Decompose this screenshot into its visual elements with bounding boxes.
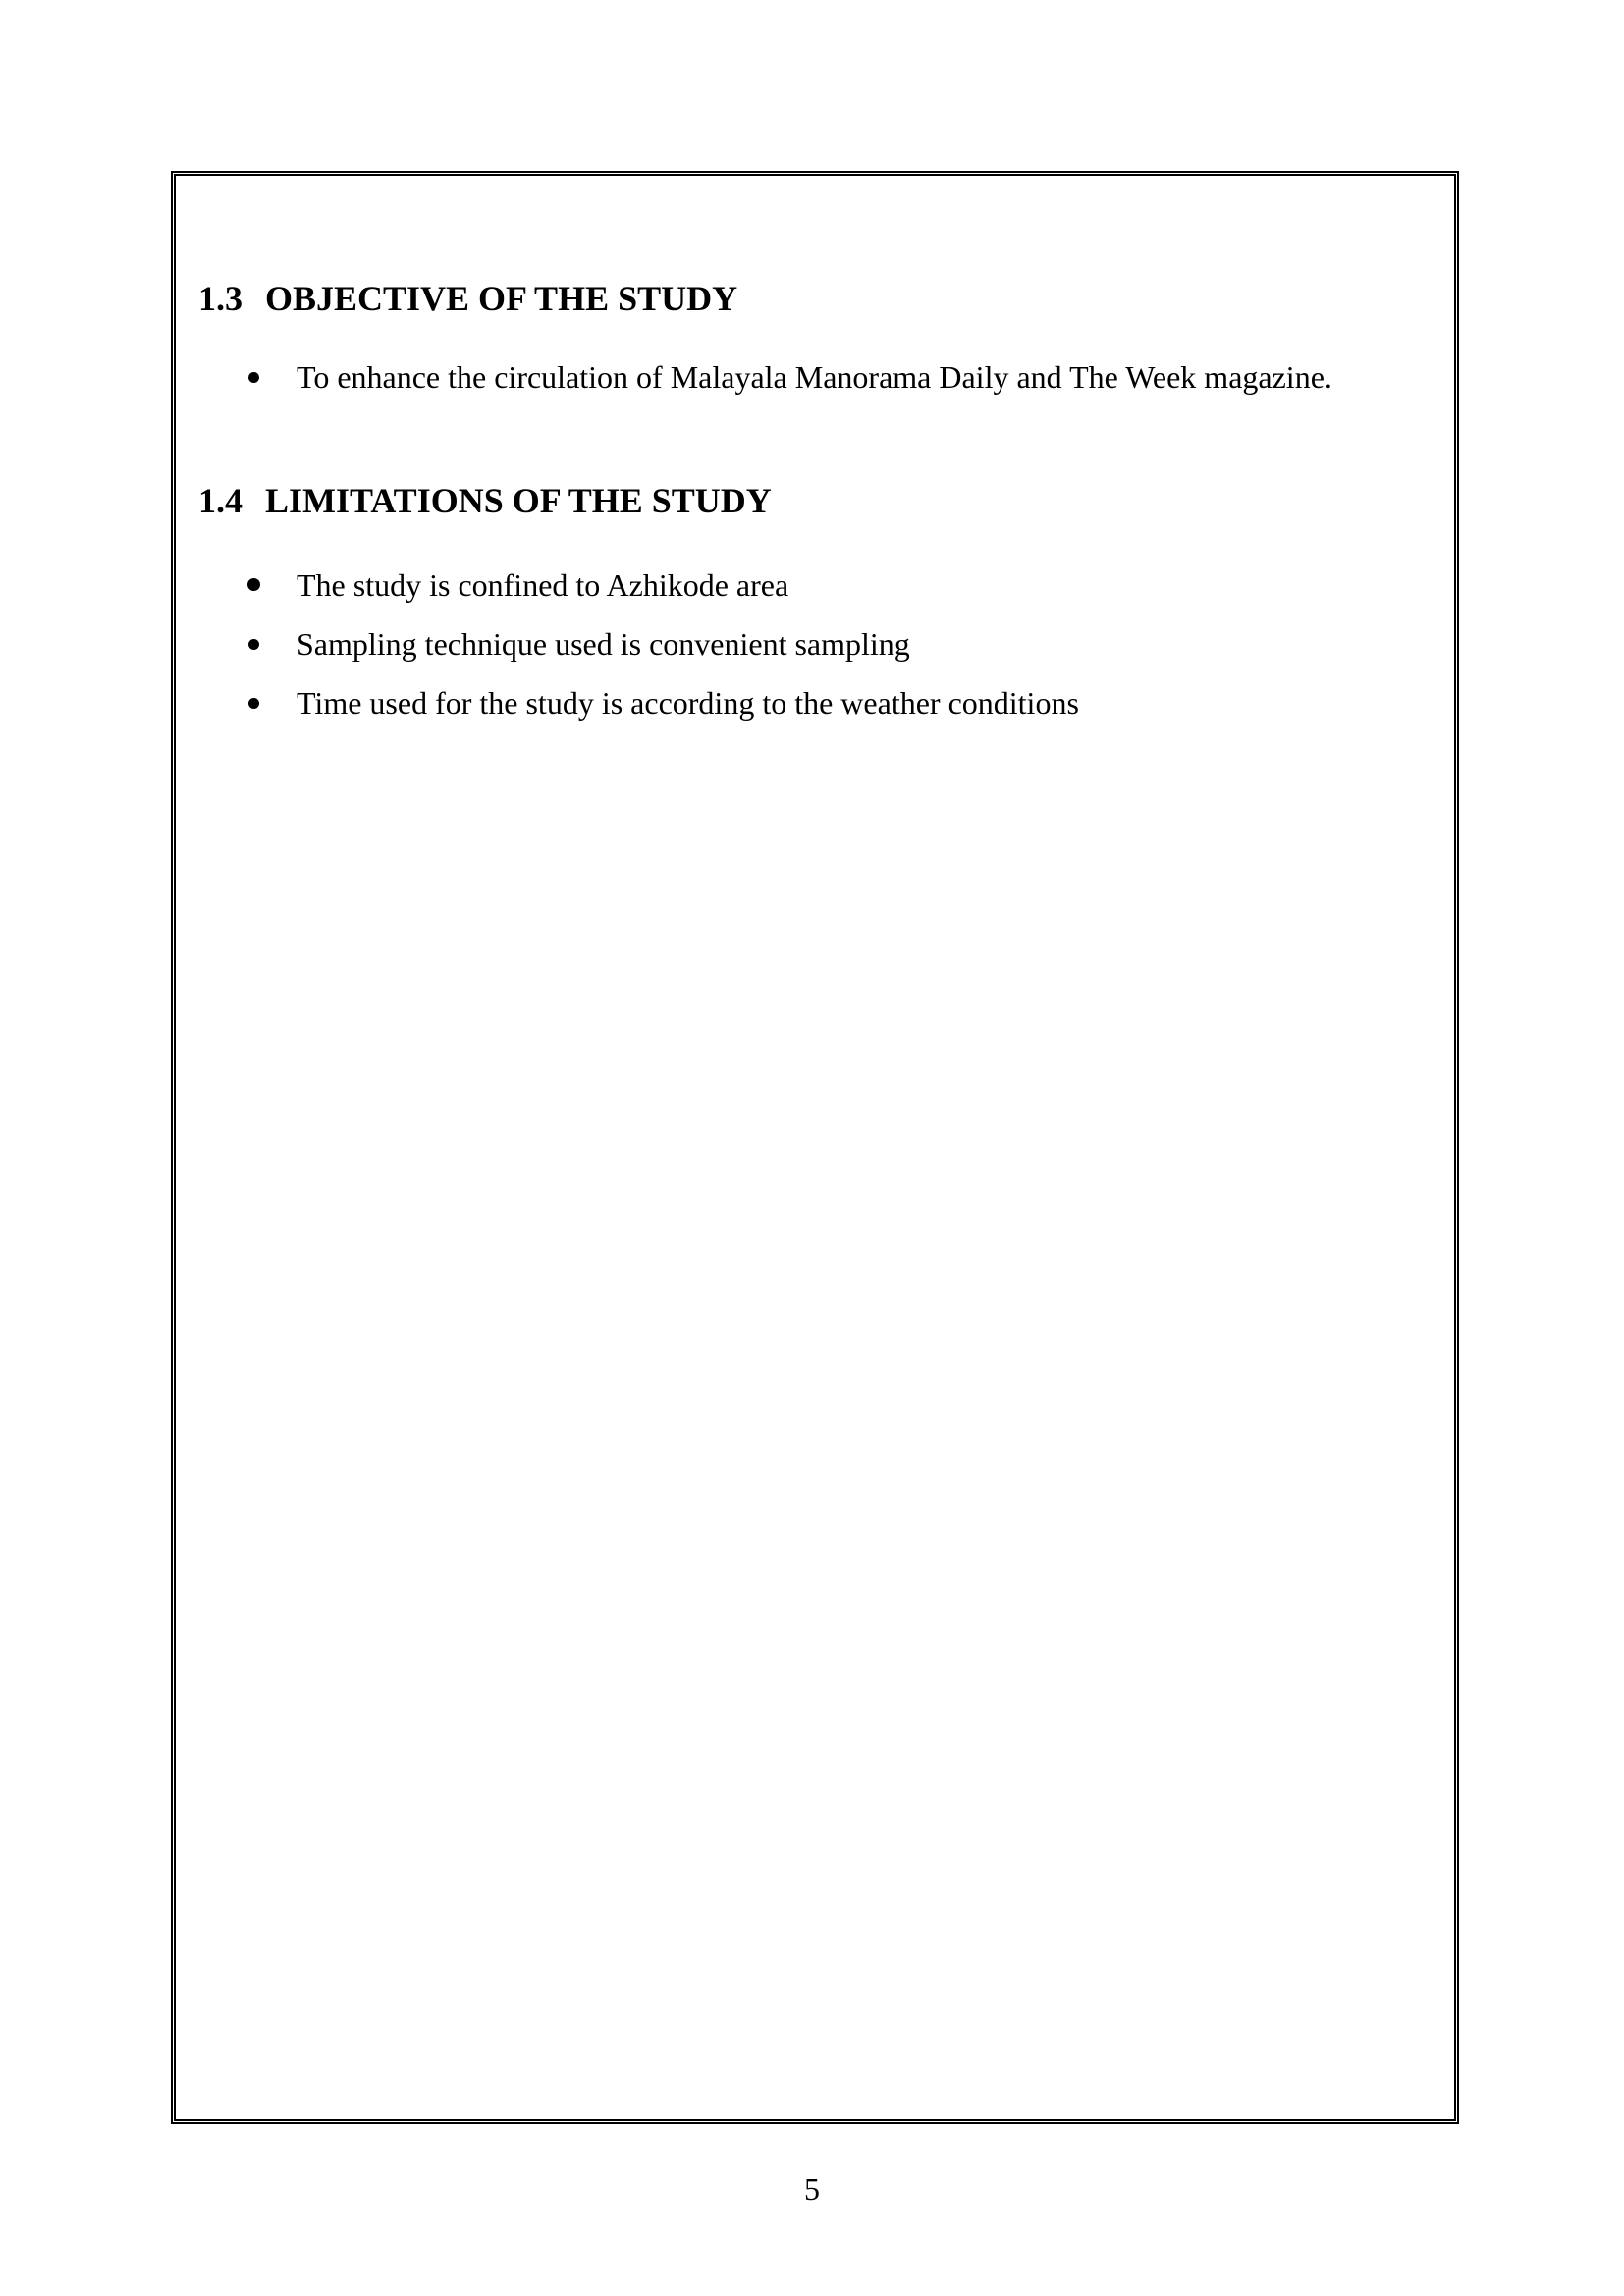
list-item-text: The study is confined to Azhikode area bbox=[297, 567, 789, 603]
section-number: 1.4 bbox=[198, 481, 243, 520]
objective-list bbox=[245, 361, 1332, 393]
list-item bbox=[245, 361, 1332, 393]
page-border bbox=[171, 171, 1459, 2124]
bullet-icon bbox=[248, 698, 259, 709]
list-item bbox=[245, 687, 1079, 719]
list-item-text: Time used for the study is according to the weather conditions bbox=[297, 685, 1079, 721]
list-item-text: To enhance the circulation of Malayala Manorama Daily and The Week magazine. bbox=[297, 359, 1332, 395]
page-number: 5 bbox=[804, 2171, 820, 2207]
section-title: LIMITATIONS OF THE STUDY bbox=[265, 481, 772, 520]
list-item-text: Sampling technique used is convenient sampling bbox=[297, 626, 910, 662]
list-item bbox=[245, 628, 1079, 660]
limitations-list bbox=[245, 569, 1079, 719]
section-heading-objective bbox=[198, 281, 737, 316]
section-title: OBJECTIVE OF THE STUDY bbox=[265, 279, 738, 318]
bullet-icon bbox=[247, 578, 260, 591]
section-heading-limitations bbox=[198, 483, 772, 518]
section-number: 1.3 bbox=[198, 279, 243, 318]
bullet-icon bbox=[248, 372, 259, 383]
list-item bbox=[245, 569, 1079, 601]
bullet-icon bbox=[248, 639, 259, 650]
